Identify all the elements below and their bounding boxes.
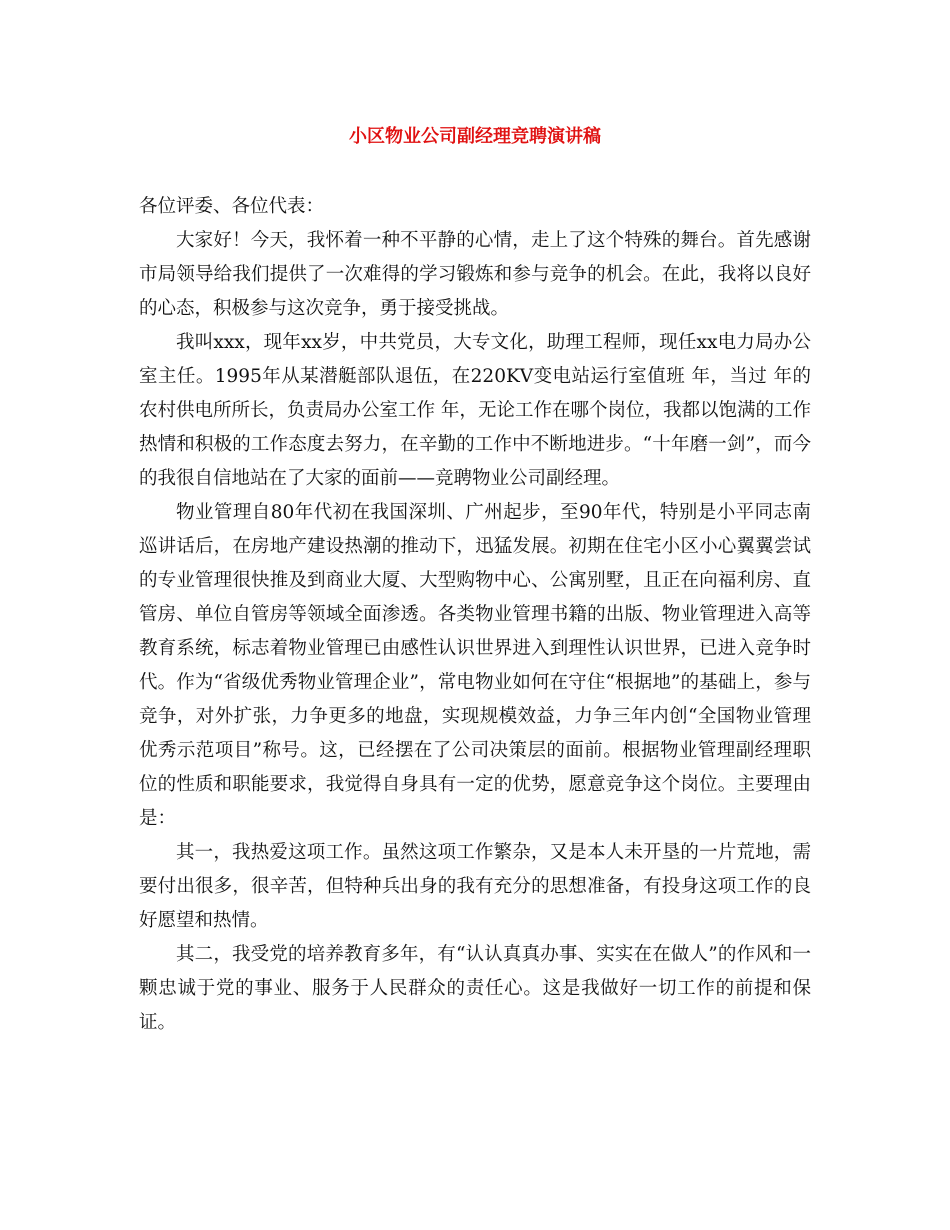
paragraph-reason-one: 其一，我热爱这项工作。虽然这项工作繁杂，又是本人未开垦的一片荒地，需要付出很多，很辛苦，但特种兵出身的我有充分的思想准备，有投身这项工作的良好愿望和热情。	[139, 842, 811, 931]
paragraph-reason-two: 其二，我受党的培养教育多年，有“认认真真办事、实实在在做人”的作风和一颗忠诚于党的事业、服务于人民群众的责任心。这是我做好一切工作的前提和保证。	[139, 944, 811, 1033]
document-body	[139, 190, 811, 1040]
paragraph-self-introduction: 我叫xxx，现年xx岁，中共党员，大专文化，助理工程师，现任xx电力局办公室主任。1995年从某潜艇部队退伍，在220KV变电站运行室值班 年，当过 年的农村供电所所长，负责局办公室工作 年，无论工作在哪个岗位，我都以饱满的工作热情和积极的工作态度去努力，在辛勤的工作中不断地进步。“十年磨一剑”，而今的我很自信地站在了大家的面前——竞聘物业公司副经理。	[139, 332, 811, 489]
paragraph-industry-background: 物业管理自80年代初在我国深圳、广州起步，至90年代，特别是小平同志南巡讲话后，在房地产建设热潮的推动下，迅猛发展。初期在住宅小区小心翼翼尝试的专业管理很快推及到商业大厦、大型购物中心、公寓别墅，且正在向福利房、直管房、单位自管房等领域全面渗透。各类物业管理书籍的出版、物业管理进入高等教育系统，标志着物业管理已由感性认识世界进入到理性认识世界，已进入竞争时代。作为“省级优秀物业管理企业”，常电物业如何在守住“根据地”的基础上，参与竞争，对外扩张，力争更多的地盘，实现规模效益，力争三年内创“全国物业管理优秀示范项目”称号。这，已经摆在了公司决策层的面前。根据物业管理副经理职位的性质和职能要求，我觉得自身具有一定的优势，愿意竞争这个岗位。主要理由是：	[139, 502, 811, 829]
page-title: 小区物业公司副经理竞聘演讲稿	[349, 126, 601, 147]
salutation: 各位评委、各位代表：	[139, 196, 325, 217]
paragraph-greeting: 大家好！今天，我怀着一种不平静的心情，走上了这个特殊的舞台。首先感谢市局领导给我们提供了一次难得的学习锻炼和参与竞争的机会。在此，我将以良好的心态，积极参与这次竞争，勇于接受挑战。	[139, 230, 811, 319]
